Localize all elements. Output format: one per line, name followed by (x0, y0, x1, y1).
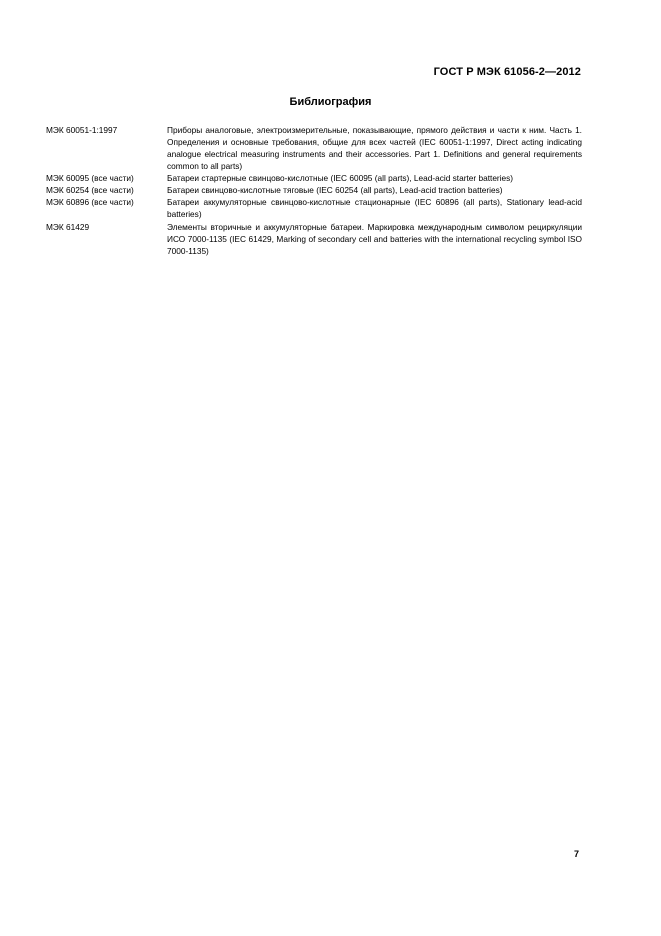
bibliography-entry (46, 184, 582, 196)
bibliography-title: Библиография (289, 96, 372, 108)
bibliography-entry (46, 221, 582, 257)
bibliography-ref: МЭК 60896 (все части) (46, 197, 134, 207)
bibliography-text: Батареи свинцово-кислотные тяговые (IEC 60254 (all parts), Lead-acid traction batteries) (167, 185, 503, 195)
bibliography-entry (46, 196, 582, 220)
bibliography-text: Приборы аналоговые, электроизмерительные, показывающие, прямого действия и части к ним. Часть 1. Определения и основные требования, общие для всех частей (IEC 60051-1:1997, Direct acting indicating analogue electrical measuring instruments and their accessories. Part 1. Definitions and general requirements common to all parts) (167, 125, 582, 171)
document-code-header: ГОСТ Р МЭК 61056-2—2012 (433, 66, 581, 78)
page-number: 7 (573, 849, 579, 859)
bibliography-entry (46, 172, 582, 184)
bibliography-entry (46, 124, 582, 172)
bibliography-text: Батареи аккумуляторные свинцово-кислотные стационарные (IEC 60896 (all parts), Stationary lead-acid batteries) (167, 197, 582, 219)
bibliography-text: Батареи стартерные свинцово-кислотные (IEC 60095 (all parts), Lead-acid starter batteries) (167, 173, 514, 183)
bibliography-ref: МЭК 60095 (все части) (46, 173, 134, 183)
bibliography-ref: МЭК 60051-1:1997 (46, 125, 118, 135)
bibliography-text: Элементы вторичные и аккумуляторные батареи. Маркировка международным символом рециркуляции ИСО 7000-1135 (IEC 61429, Marking of secondary cell and batteries with the international recycling symbol ISO 7000-1135) (167, 222, 582, 256)
bibliography-ref: МЭК 60254 (все части) (46, 185, 134, 195)
bibliography-list (46, 124, 582, 257)
bibliography-ref: МЭК 61429 (46, 222, 90, 232)
